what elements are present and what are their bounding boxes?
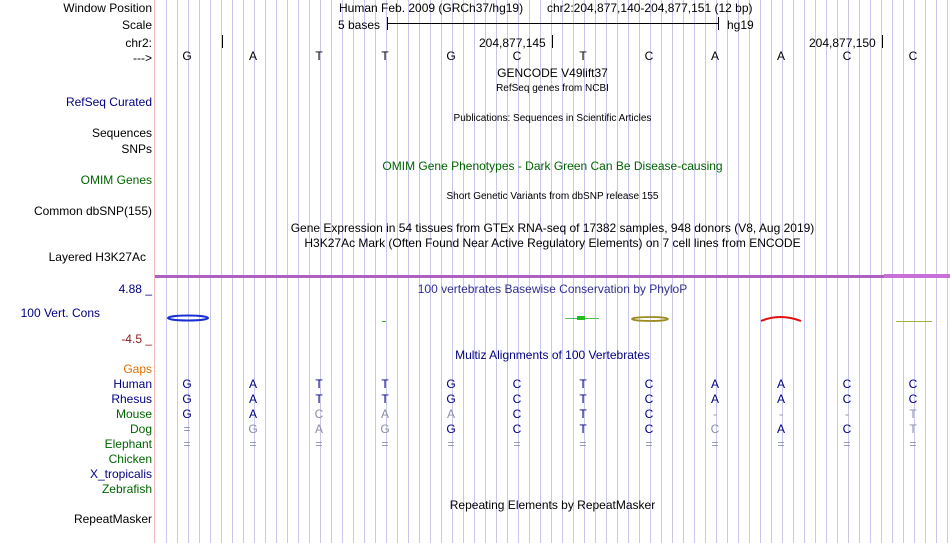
alignment-base: G [380, 422, 390, 436]
alignment-base: C [512, 392, 522, 406]
alignment-base: C [512, 377, 522, 391]
scale-text: 5 bases [338, 18, 381, 32]
phylop-glyph [577, 316, 585, 320]
species-label[interactable]: Human [113, 377, 152, 391]
alignment-base: G [446, 392, 456, 406]
alignment-base: C [644, 422, 654, 436]
alignment-base: G [248, 422, 258, 436]
alignment-base: A [380, 407, 389, 421]
phylop-glyph [761, 317, 801, 321]
alignment-base: T [381, 392, 389, 406]
alignment-base: = [645, 437, 653, 451]
ruler-coord-1: 204,877,145 [479, 36, 546, 50]
track-label-repeatmasker[interactable]: RepeatMasker [73, 512, 152, 526]
alignment-base: C [842, 422, 852, 436]
alignment-base: C [710, 422, 720, 436]
alignment-base: T [315, 392, 323, 406]
sequence-base: T [315, 49, 323, 63]
alignment-base: = [909, 437, 917, 451]
alignment-base: A [248, 407, 257, 421]
alignment-base: A [776, 422, 785, 436]
scale-bar-right-tick [718, 17, 719, 30]
track-label-gaps[interactable]: Gaps [123, 362, 152, 376]
scale-db-text: hg19 [727, 18, 754, 32]
species-label[interactable]: Zebrafish [101, 482, 152, 496]
sequence-base: C [644, 49, 654, 63]
track-label-dbsnp[interactable]: Common dbSNP(155) [33, 204, 152, 218]
alignment-base: A [248, 392, 257, 406]
phylop-glyph [382, 321, 386, 322]
alignment-base: T [579, 377, 587, 391]
alignment-base: G [182, 392, 192, 406]
alignment-base: = [777, 437, 785, 451]
phylop-plot [155, 300, 950, 340]
phylop-glyph [896, 321, 932, 322]
track-label-vert-cons[interactable]: 100 Vert. Cons [20, 306, 100, 320]
track-label-refseq[interactable]: RefSeq Curated [65, 95, 152, 109]
alignment-base: T [579, 407, 587, 421]
alignment-base: T [579, 392, 587, 406]
alignment-base: = [579, 437, 587, 451]
track-label-h3k27ac[interactable]: Layered H3K27Ac [48, 250, 146, 264]
phylop-min-label: -4.5 _ [121, 332, 152, 346]
species-label[interactable]: Chicken [108, 452, 152, 466]
sequence-base: A [710, 49, 719, 63]
refseq-track-title[interactable]: RefSeq genes from NCBI [496, 83, 609, 94]
ruler-coord-2: 204,877,150 [809, 36, 876, 50]
sequence-base: C [842, 49, 852, 63]
species-label[interactable]: X_tropicalis [89, 467, 152, 481]
track-label-sequences[interactable]: Sequences [91, 126, 152, 140]
phylop-glyph [632, 317, 668, 321]
species-label[interactable]: Dog [129, 422, 152, 436]
repeatmasker-track-title[interactable]: Repeating Elements by RepeatMasker [449, 498, 656, 512]
h3k27ac-track-title[interactable]: H3K27Ac Mark (Often Found Near Active Regulatory Elements) on 7 cell lines from ENCODE [304, 236, 801, 250]
alignment-base: A [248, 377, 257, 391]
phylop-glyph [168, 316, 208, 321]
omim-track-title[interactable]: OMIM Gene Phenotypes - Dark Green Can Be Disease-causing [382, 159, 723, 173]
sequence-base: C [908, 49, 918, 63]
track-label-snps[interactable]: SNPs [121, 142, 152, 156]
label-strand[interactable]: ---> [133, 51, 152, 65]
alignment-base: C [842, 377, 852, 391]
alignment-base: T [381, 377, 389, 391]
alignment-base: C [842, 392, 852, 406]
alignment-base: = [711, 437, 719, 451]
sequence-base: A [776, 49, 785, 63]
alignment-base: C [644, 377, 654, 391]
alignment-base: A [314, 422, 323, 436]
alignment-base: G [446, 377, 456, 391]
publications-track-title[interactable]: Publications: Sequences in Scientific Articles [453, 113, 652, 124]
alignment-base: A [776, 377, 785, 391]
alignment-base: = [381, 437, 389, 451]
assembly-title: Human Feb. 2009 (GRCh37/hg19) [339, 1, 524, 15]
alignment-base: G [182, 407, 192, 421]
alignment-base: C [644, 392, 654, 406]
track-separator-highlight [884, 274, 950, 278]
phylop-max-label: 4.88 _ [118, 282, 152, 296]
alignment-base: = [315, 437, 323, 451]
track-label-omim[interactable]: OMIM Genes [80, 173, 152, 187]
gtex-track-title[interactable]: Gene Expression in 54 tissues from GTEx RNA-seq of 17382 samples, 948 donors (V8, Aug 2019) [290, 221, 815, 235]
sequence-base: C [512, 49, 522, 63]
alignment-base: G [182, 377, 192, 391]
alignment-base: T [315, 377, 323, 391]
label-scale[interactable]: Scale [121, 18, 152, 32]
alignment-base: T [579, 422, 587, 436]
sequence-base: T [579, 49, 587, 63]
label-window-position[interactable]: Window Position [63, 1, 152, 15]
sequence-base: A [248, 49, 257, 63]
label-chr[interactable]: chr2: [125, 36, 152, 50]
alignment-base: A [710, 377, 719, 391]
species-label[interactable]: Rhesus [111, 392, 152, 406]
sequence-base: T [381, 49, 389, 63]
alignment-base: - [713, 407, 717, 421]
track-separator [155, 275, 950, 278]
species-label[interactable]: Mouse [115, 407, 152, 421]
alignment-base: = [513, 437, 521, 451]
sequence-base: G [182, 49, 192, 63]
alignment-base: = [447, 437, 455, 451]
alignment-base: = [843, 437, 851, 451]
alignment-base: C [908, 392, 918, 406]
alignment-base: = [183, 422, 191, 436]
scale-bar [387, 23, 718, 24]
sequence-base: G [446, 49, 456, 63]
alignment-base: C [908, 377, 918, 391]
ruler-tick [552, 35, 553, 48]
gencode-track-title[interactable]: GENCODE V49lift37 [497, 66, 608, 80]
alignment-base: C [512, 422, 522, 436]
alignment-base: - [779, 407, 783, 421]
ruler-tick [882, 35, 883, 48]
dbsnp-track-title[interactable]: Short Genetic Variants from dbSNP release 155 [446, 191, 659, 202]
alignment-base: A [446, 407, 455, 421]
alignment-base: T [909, 422, 917, 436]
alignment-base: T [909, 407, 917, 421]
alignment-base: C [314, 407, 324, 421]
phylop-track-title[interactable]: 100 vertebrates Basewise Conservation by PhyloP [417, 282, 688, 296]
alignment-base: A [776, 392, 785, 406]
species-label[interactable]: Elephant [104, 437, 152, 451]
multiz-track-title[interactable]: Multiz Alignments of 100 Vertebrates [455, 348, 650, 362]
alignment-base: - [845, 407, 849, 421]
alignment-base: G [446, 422, 456, 436]
ruler-tick [222, 35, 223, 48]
alignment-base: A [710, 392, 719, 406]
alignment-base: C [644, 407, 654, 421]
window-position-text: chr2:204,877,140-204,877,151 (12 bp) [547, 1, 753, 15]
alignment-base: = [183, 437, 191, 451]
alignment-base: = [249, 437, 257, 451]
alignment-base: C [512, 407, 522, 421]
